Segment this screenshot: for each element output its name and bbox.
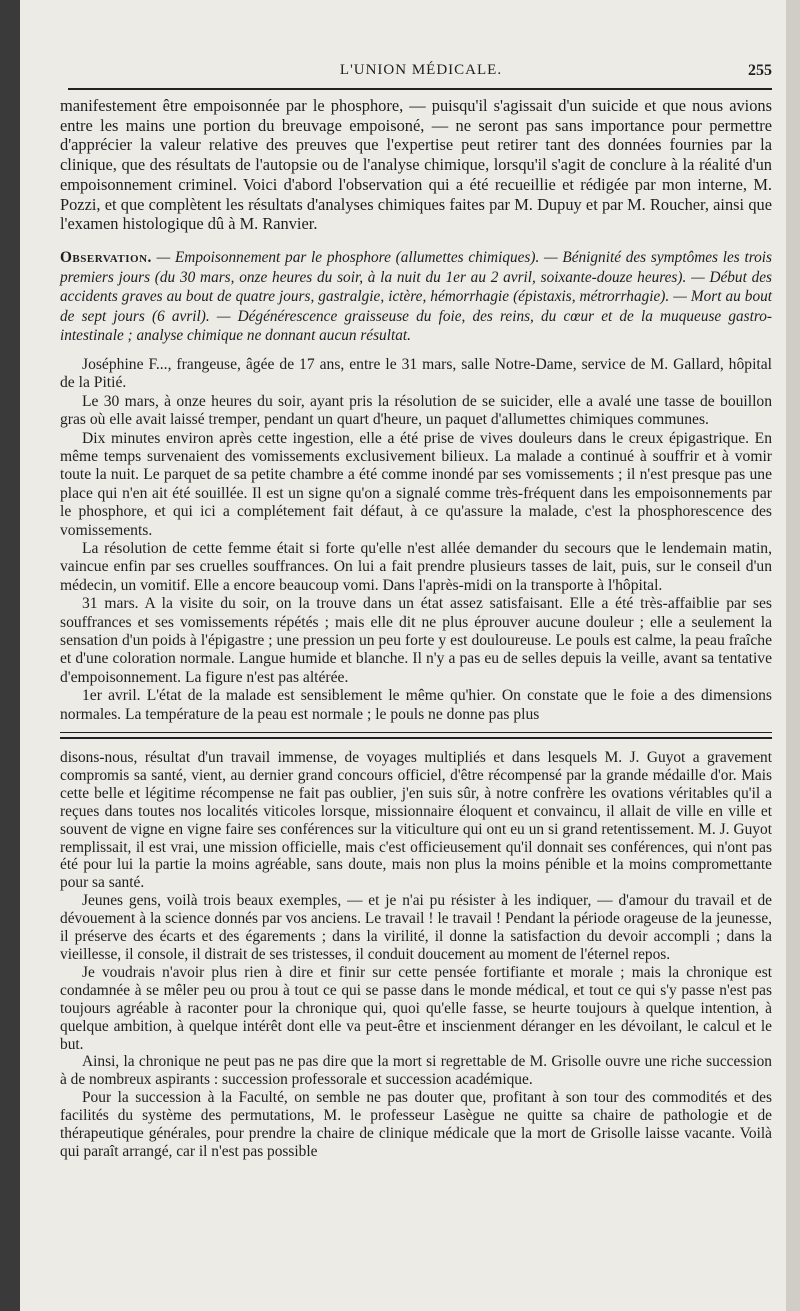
running-header (70, 58, 772, 82)
journal-title: L'UNION MÉDICALE. (339, 62, 503, 78)
feuilleton-paragraph: Jeunes gens, voilà trois beaux exemples, — et je n'ai pu résister à les indiquer, — d'amour du travail et de dévouement à la science donnés par vos anciens. Le travail ! le travail ! Pendant la période orageuse de la jeunesse, il préserve des écarts et des égarements ; dans la virilité, il donne la satisfaction du devoir accompli ; dans la vieillesse, il console, il distrait de ses tristesses, il conduit doucement au moment de l'éternel repos. (60, 892, 772, 963)
case-paragraph: 1er avril. L'état de la malade est sensiblement le même qu'hier. On constate que le foie a des dimensions normales. La température de la peau est normale ; le pouls ne donne pas plus (60, 687, 772, 723)
case-paragraph: La résolution de cette femme était si forte qu'elle n'est allée demander du secours que le lendemain matin, vaincue enfin par ses cruelles souffrances. On lui a fait prendre plusieurs tasses de lait, puis, sur le conseil d'un médecin, un vomitif. Elle a encore beaucoup vomi. Dans l'après-midi on la transporte à l'hôpital. (60, 539, 772, 594)
case-paragraph: Joséphine F..., frangeuse, âgée de 17 ans, entre le 31 mars, salle Notre-Dame, service de M. Gallard, hôpital de la Pitié. (60, 355, 772, 392)
feuilleton-separator (60, 732, 772, 739)
header-rule (68, 88, 772, 90)
observation-summary (60, 248, 772, 346)
page-content (60, 58, 772, 1161)
case-paragraph: Dix minutes environ après cette ingestion, elle a été prise de vives douleurs dans le creux épigastrique. En même temps survenaient des vomissements exclusivement bilieux. La malade a continué à souffrir et à vomir toute la nuit. Le parquet de sa petite chambre a été comme inondé par ses vomissements ; il n'est presque pas une place qui n'en ait été souillée. Il est un signe qu'on a signalé comme très-fréquent dans les empoisonnements par le phosphore, et qui ici a complétement fait défaut, à ce qu'assure la malade, c'est la phosphorescence des vomissements. (60, 429, 772, 539)
observation-text: — Empoisonnement par le phosphore (allumettes chimiques). — Bénignité des symptômes les trois premiers jours (du 30 mars, onze heures du soir, à la nuit du 1er au 2 avril, soixante-douze heures). — Début des accidents graves au bout de quatre jours, gastralgie, ictère, hémorrhagie (épistaxis, métrorrhagie). — Mort au bout de sept jours (6 avril). — Dégénérescence graisseuse du foie, des reins, du cœur et de la muqueuse gastro-intestinale ; analyse chimique ne donnant aucun résultat. (60, 248, 772, 345)
page-number: 255 (748, 62, 772, 79)
feuilleton-paragraph: Ainsi, la chronique ne peut pas ne pas dire que la mort si regrettable de M. Grisolle ouvre une riche succession à de nombreux aspirants : succession professorale et succession académique. (60, 1053, 772, 1089)
case-paragraph: 31 mars. A la visite du soir, on la trouve dans un état assez satisfaisant. Elle a été très-affaiblie par ses souffrances et ses vomissements répétés ; mais elle dit ne plus éprouver aucune douleur ; elle a seulement la sensation d'un poids à l'épigastre ; une pression un peu forte y est douloureuse. Le pouls est calme, la peau fraîche et d'une coloration normale. Langue humide et blanche. Il n'y a pas eu de selles depuis la veille, avant sa tentative d'empoisonnement. La figure n'est pas altérée. (60, 595, 772, 686)
case-paragraph: Le 30 mars, à onze heures du soir, ayant pris la résolution de se suicider, elle a avalé une tasse de bouillon gras où elle avait laissé tremper, pendant un quart d'heure, un paquet d'allumettes chimiques communes. (60, 392, 772, 429)
observation-label: Observation. (60, 248, 152, 266)
page-edge (786, 0, 800, 1311)
feuilleton-paragraph: disons-nous, résultat d'un travail immense, de voyages multipliés et dans lesquels M. J. Guyot a gravement compromis sa santé, vient, au dernier grand concours officiel, d'être récompensé par la grande médaille d'or. Mais cette belle et légitime récompense ne fait pas oublier, j'en suis sûr, à notre confrère les ovations véritables qu'il a reçues dans toutes nos localités viticoles lorsque, missionnaire éloquent et convaincu, il allait de ville en ville et souvent de vigne en vigne faire ses conférences sur la viticulture qui ont eu un si grand retentissement. M. J. Guyot remplissait, il est vrai, une mission officielle, mais c'est officieusement qu'il donnait ses conférences, qui n'ont pas été pour lui la partie la moins agréable, sans doute, mais non plus la moins pénible et la moins compromettante pour sa santé. (60, 749, 772, 892)
feuilleton-paragraph: Je voudrais n'avoir plus rien à dire et finir sur cette pensée fortifiante et morale ; mais la chronique est condamnée à se mêler peu ou prou à tout ce qui se passe dans le monde médical, et tout ce qui s'y passe n'est pas toujours agréable à raconter pour la chronique qui, quoi qu'elle fasse, se heurte toujours à quelque intention, à quelque ambition, à quelque intérêt dont elle va peut-être et inscienment déranger en les dévoilant, le calcul et le but. (60, 963, 772, 1053)
feuilleton-paragraph: Pour la succession à la Faculté, on semble ne pas douter que, profitant à son tour des commodités et des facilités du système des permutations, M. le professeur Lasègue ne quitte sa chaire de pathologie et de thérapeutique générales, pour prendre la chaire de clinique médicale que la mort de Grisolle laisse vacante. Voilà qui paraît arrangé, car il n'est pas possible (60, 1089, 772, 1160)
document-page (20, 0, 800, 1311)
intro-paragraph: manifestement être empoisonnée par le phosphore, — puisqu'il s'agissait d'un suicide et que nous avions entre les mains une portion du breuvage empoisoné, — ne seront pas sans importance pour permettre d'apprécier la valeur relative des preuves que l'expertise peut retirer tant des données fournies par la clinique, que des résultats de l'autopsie ou de l'analyse chimique, lorsqu'il s'agit de conclure à la réalité d'un empoisonnement criminel. Voici d'abord l'observation qui a été recueillie et rédigée par mon interne, M. Pozzi, et que complètent les résultats d'analyses chimiques faites par M. Dupuy et par M. Roucher, ainsi que l'examen histologique dû à M. Ranvier. (60, 96, 772, 234)
